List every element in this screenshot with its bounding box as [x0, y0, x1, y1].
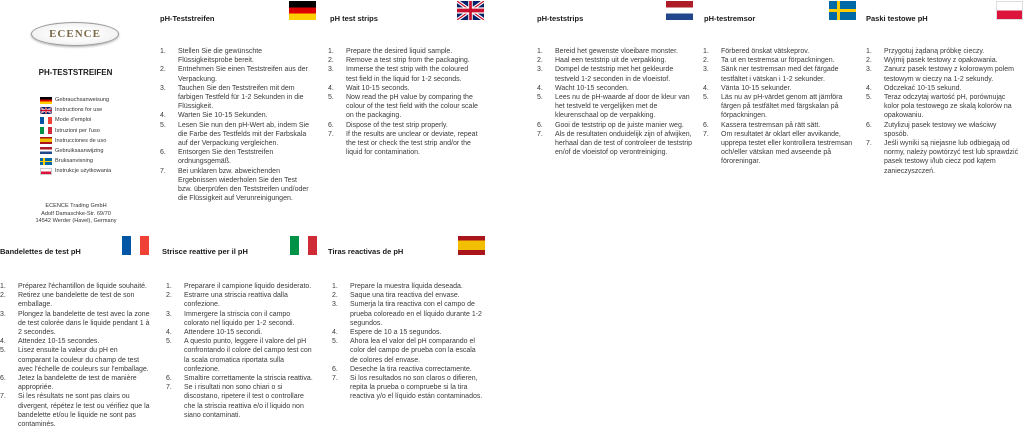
flag-pl-icon: [996, 1, 1023, 20]
flag-de-icon: [289, 1, 316, 20]
steps-en: [328, 47, 480, 157]
heading-it: Strisce reattive per il pH: [162, 247, 248, 256]
list-item: 1. Stellen Sie die gewünschte Flüssigkeitsprobe bereit.: [160, 48, 263, 65]
list-item: 6. Gooi de teststrip op de juiste manier weg.: [537, 121, 684, 129]
list-item: 2. Entnehmen Sie einen Teststreifen aus der Verpackung.: [160, 66, 308, 83]
list-item: 2. Remove a test strip from the packaging.: [328, 57, 470, 65]
steps-pl: [866, 47, 1020, 176]
company-address: ECENCE Trading GmbH Adolf Damaschke-Str. 69/70 14542 Werder (Havel), Germany: [35, 203, 117, 224]
list-item: 3. Plongez la bandelette de test avec la zone de test colorée dans le liquide pendant 1 à 2 secondes.: [0, 310, 150, 337]
heading-de: pH-Teststreifen: [160, 14, 215, 23]
list-item: 6. Kassera testremsan på rätt sätt.: [703, 121, 821, 129]
list-item: 7. Om resultatet är oklart eller avvikande, upprepa testet eller kontrollera testremsan och/eller vätskan med avseende på föroreningar.: [703, 130, 853, 166]
flag-de-icon: [40, 97, 52, 104]
list-item: 7. Si los resultados no son claros o difieren, repita la prueba o compruebe si la tira reactiva y/o el líquido están contaminados.: [332, 375, 483, 401]
flag-nl-icon: [40, 147, 52, 154]
list-item: 2. Haal een teststrip uit de verpakking.: [537, 57, 667, 65]
list-item: 5. Lesen Sie nun den pH-Wert ab, indem Sie die Farbe des Testfelds mit der Farbskala auf der Verpackung vergleichen.: [160, 121, 310, 148]
list-item: 4. Wacht 10-15 seconden.: [537, 84, 629, 92]
list-item: 3. Tauchen Sie den Teststreifen mit dem farbigen Testfeld für 1-2 Sekunden in die Flüssigkeit.: [160, 84, 304, 111]
heading-en: pH test strips: [330, 14, 378, 23]
heading-es: Tiras reactivas de pH: [328, 247, 404, 256]
list-item: 7. Als de resultaten onduidelijk zijn of afwijken, herhaal dan de test of controleer de teststrip en/of de vloeistof op verontreiniging.: [537, 130, 692, 157]
list-item: 6. Entsorgen Sie den Teststreifen ordnungsgemäß.: [160, 149, 274, 166]
list-item: 6. Smaltire correttamente la striscia reattiva.: [166, 375, 313, 383]
list-item: 7. Bei unklaren bzw. abweichenden Ergebnissen wiederholen Sie den Test bzw. überprüfen den Teststreifen und/oder die Flüssigkeit auf Verunreinigungen.: [160, 167, 309, 203]
list-item: 3. Zanurz pasek testowy z kolorowym polem testowym w cieczy na 1-2 sekundy.: [866, 66, 1014, 83]
heading-nl: pH-teststrips: [537, 14, 584, 23]
list-item: 4. Vänta 10-15 sekunder.: [703, 84, 792, 92]
list-item: 2. Wyjmij pasek testowy z opakowania.: [866, 57, 998, 65]
list-item: 2. Retirez une bandelette de test de son emballage.: [0, 292, 135, 309]
flag-es-icon: [40, 137, 52, 144]
flag-se-icon: [40, 158, 52, 165]
ecence-logo: ECENCE: [31, 22, 119, 46]
list-item: 5. Ahora lea el valor del pH comparando el color del campo de prueba con la escala de colores del envase.: [332, 338, 476, 364]
list-item: 5. A questo punto, leggere il valore del pH confrontando il colore del campo test con la scala cromatica riportata sulla confezione.: [166, 338, 312, 373]
flag-fr-icon: [122, 236, 149, 255]
list-item: 3. Immerse the test strip with the coloured test field in the liquid for 1-2 seconds.: [328, 66, 469, 83]
list-item: 3. Dompel de teststrip met het gekleurde testveld 1-2 seconden in de vloeistof.: [537, 66, 674, 83]
list-item: 1. Prepare la muestra líquida deseada.: [332, 283, 463, 290]
flag-it-icon: [40, 127, 52, 134]
flag-gb-icon: [457, 1, 484, 20]
heading-fr: Bandelettes de test pH: [0, 247, 81, 256]
list-item: 1. Préparez l'échantillon de liquide souhaité.: [0, 283, 147, 290]
list-item: 6. Deseche la tira reactiva correctamente.: [332, 365, 472, 373]
list-item: 2. Ta ut en testremsa ur förpackningen.: [703, 57, 835, 65]
list-item: 5. Lees nu de pH-waarde af door de kleur van het testveld te vergelijken met de kleurenschaal op de verpakking.: [537, 94, 690, 120]
steps-se: [703, 47, 853, 167]
list-item: 2. Saque una tira reactiva del envase.: [332, 292, 460, 300]
list-item: 4. Warten Sie 10-15 Sekunden.: [160, 112, 268, 120]
list-item: 3. Sumerja la tira reactiva con el campo de prueba coloreado en el líquido durante 1-2 segundos.: [332, 301, 482, 327]
steps-fr: [0, 282, 150, 429]
list-item: 7. Si les résultats ne sont pas clairs ou divergent, répétez le test ou vérifiez que la bandelette et/ou le liquide ne sont pas contaminés.: [0, 393, 150, 429]
list-item: 6. Zutylizuj pasek testowy we właściwy sposób.: [866, 121, 997, 138]
steps-de: [160, 47, 312, 203]
list-item: 2. Estrarre una striscia reattiva dalla confezione.: [166, 292, 288, 309]
list-item: 3. Sänk ner testremsan med det färgade testfältet i vätskan i 1-2 sekunder.: [703, 66, 839, 83]
list-item: 1. Preparare il campione liquido desiderato.: [166, 283, 312, 290]
list-item: 7. Se i risultati non sono chiari o si discostano, ripetere il test o controllare che la striscia reattiva e/o il liquido non siano contaminati.: [166, 384, 304, 419]
list-item: 5. Lisez ensuite la valeur du pH en comparant la couleur du champ de test avec l'échelle de couleurs sur l'emballage.: [0, 347, 149, 373]
list-item: 6. Dispose of the test strip properly.: [328, 121, 448, 129]
list-item: 3. Immergere la striscia con il campo colorato nel liquido per 1-2 secondi.: [166, 310, 295, 327]
heading-pl: Paski testowe pH: [866, 14, 928, 23]
list-item: 1. Bereid het gewenste vloeibare monster.: [537, 48, 678, 55]
flag-fr-icon: [40, 117, 52, 124]
list-item: 7. Jeśli wyniki są niejasne lub odbiegają od normy, należy powtórzyć test lub sprawdzić pasek testowy i/lub ciecz pod kątem zanieczyszczeń.: [866, 140, 1019, 175]
flag-es-icon: [458, 236, 485, 255]
list-item: 4. Attendere 10-15 secondi.: [166, 329, 263, 337]
product-title: PH-TESTSTREIFEN: [38, 68, 113, 77]
list-item: 6. Jetez la bandelette de test de manière appropriée.: [0, 375, 137, 392]
list-item: 5. Läs nu av pH-värdet genom att jämföra färgen på testfältet med färgskalan på förpackningen.: [703, 94, 843, 120]
list-item: 4. Attendez 10-15 secondes.: [0, 338, 100, 346]
list-item: 7. If the results are unclear or deviate, repeat the test or check the test strip and/or the liquid for contamination.: [328, 130, 478, 157]
list-item: 4. Odczekać 10-15 sekund.: [866, 84, 962, 92]
flag-gb-icon: [40, 107, 52, 114]
list-item: 4. Espere de 10 a 15 segundos.: [332, 329, 442, 337]
flag-nl-icon: [666, 1, 693, 20]
list-item: 1. Förbered önskat vätskeprov.: [703, 48, 810, 55]
list-item: 5. Teraz odczytaj wartość pH, porównując kolor pola testowego ze skalą kolorów na opakowaniu.: [866, 94, 1012, 120]
steps-it: [166, 282, 316, 420]
steps-es: [332, 282, 484, 402]
flag-se-icon: [829, 1, 856, 20]
list-item: 1. Prepare the desired liquid sample.: [328, 48, 453, 55]
list-item: 5. Now read the pH value by comparing the colour of the test field with the colour scale on the packaging.: [328, 94, 478, 120]
list-item: 4. Wait 10-15 seconds.: [328, 84, 410, 92]
list-item: 1. Przygotuj żądaną próbkę cieczy.: [866, 48, 985, 55]
flag-pl-icon: [40, 168, 52, 175]
flag-it-icon: [290, 236, 317, 255]
steps-nl: [537, 47, 697, 157]
heading-se: pH-testremsor: [704, 14, 756, 23]
